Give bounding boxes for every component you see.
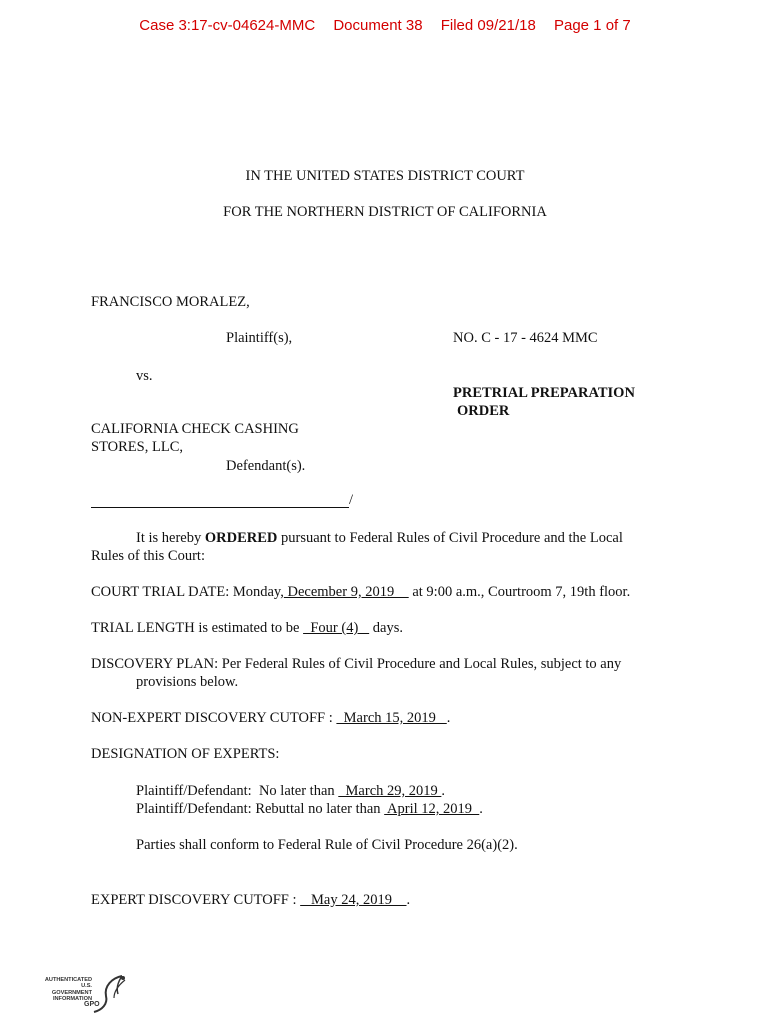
trial-date-value: December 9, 2019 [283,584,409,600]
page-number: Page 1 of 7 [553,17,631,34]
order-title-line1: PRETRIAL PREPARATION [453,385,635,401]
expert-discovery-cutoff [91,891,410,909]
intro-post: pursuant to Federal Rules of Civil Procedure and the Local [277,530,623,546]
non-expert-rest: . [446,710,451,726]
gpo-logo-line1: AUTHENTICATED [44,977,92,983]
expert-line2-rest: . [479,801,483,817]
non-expert-value: March 15, 2019 [336,710,447,726]
gpo-logo-text [44,977,92,1003]
plaintiff-role: Plaintiff(s), [226,330,293,346]
plaintiff-name: FRANCISCO MORALEZ, [91,294,250,310]
discovery-plan-line1: DISCOVERY PLAN: Per Federal Rules of Civil Procedure and Local Rules, subject to any [91,656,622,672]
non-expert-label: NON-EXPERT DISCOVERY CUTOFF : [91,710,337,726]
gpo-authenticated-logo [44,974,134,1014]
expert-cutoff-value: May 24, 2019 [300,892,407,908]
gpo-mark: GPO [84,1001,100,1008]
case-no: NO. C - 17 - 4624 MMC [453,330,598,346]
gpo-logo-line2: U.S. GOVERNMENT [51,983,92,996]
defendant-role: Defendant(s). [226,458,306,474]
discovery-plan-line2: provisions below. [136,674,239,690]
caption-slash: / [349,492,354,508]
trial-date-label: COURT TRIAL DATE: Monday, [91,584,284,600]
gpo-logo-line3: INFORMATION [52,996,92,1003]
filing-header [0,17,770,34]
intro-line1 [136,529,623,547]
expert-deadline-line1 [136,782,445,800]
expert-line1-rest: . [441,783,445,799]
defendant-name-line1: CALIFORNIA CHECK CASHING [91,421,299,437]
filed-date: Filed 09/21/18 [440,17,536,34]
court-name-line2: FOR THE NORTHERN DISTRICT OF CALIFORNIA [223,204,547,220]
trial-length-rest: days. [369,620,403,636]
intro-ordered: ORDERED [204,530,278,546]
expert-cutoff-rest: . [406,892,411,908]
expert-line2-label: Plaintiff/Defendant: Rebuttal no later than [136,801,385,817]
trial-length-label: TRIAL LENGTH is estimated to be [91,620,304,636]
designation-of-experts-heading: DESIGNATION OF EXPERTS: [91,746,280,762]
expert-deadline-line2 [136,800,483,818]
trial-date-rest: at 9:00 a.m., Courtroom 7, 19th floor. [408,584,631,600]
trial-length-value: Four (4) [303,620,370,636]
expert-line1-label: Plaintiff/Defendant: No later than [136,783,339,799]
non-expert-discovery-cutoff [91,709,450,727]
expert-cutoff-label: EXPERT DISCOVERY CUTOFF : [91,892,301,908]
expert-line2-value: April 12, 2019 [384,801,480,817]
intro-pre: It is hereby [136,530,205,546]
intro-line2: Rules of this Court: [91,548,205,564]
expert-line1-value: March 29, 2019 [338,783,442,799]
trial-length [91,619,403,637]
case-number: Case 3:17-cv-04624-MMC [139,17,316,34]
caption-rule [91,507,349,508]
order-title-line2: ORDER [457,403,510,419]
conform-rule: Parties shall conform to Federal Rule of Civil Procedure 26(a)(2). [136,837,518,853]
document-number: Document 38 [333,17,423,34]
court-name-line1: IN THE UNITED STATES DISTRICT COURT [245,168,525,184]
defendant-name-line2: STORES, LLC, [91,439,183,455]
versus: vs. [136,368,153,384]
court-trial-date [91,583,630,601]
eagle-icon [92,974,128,1014]
